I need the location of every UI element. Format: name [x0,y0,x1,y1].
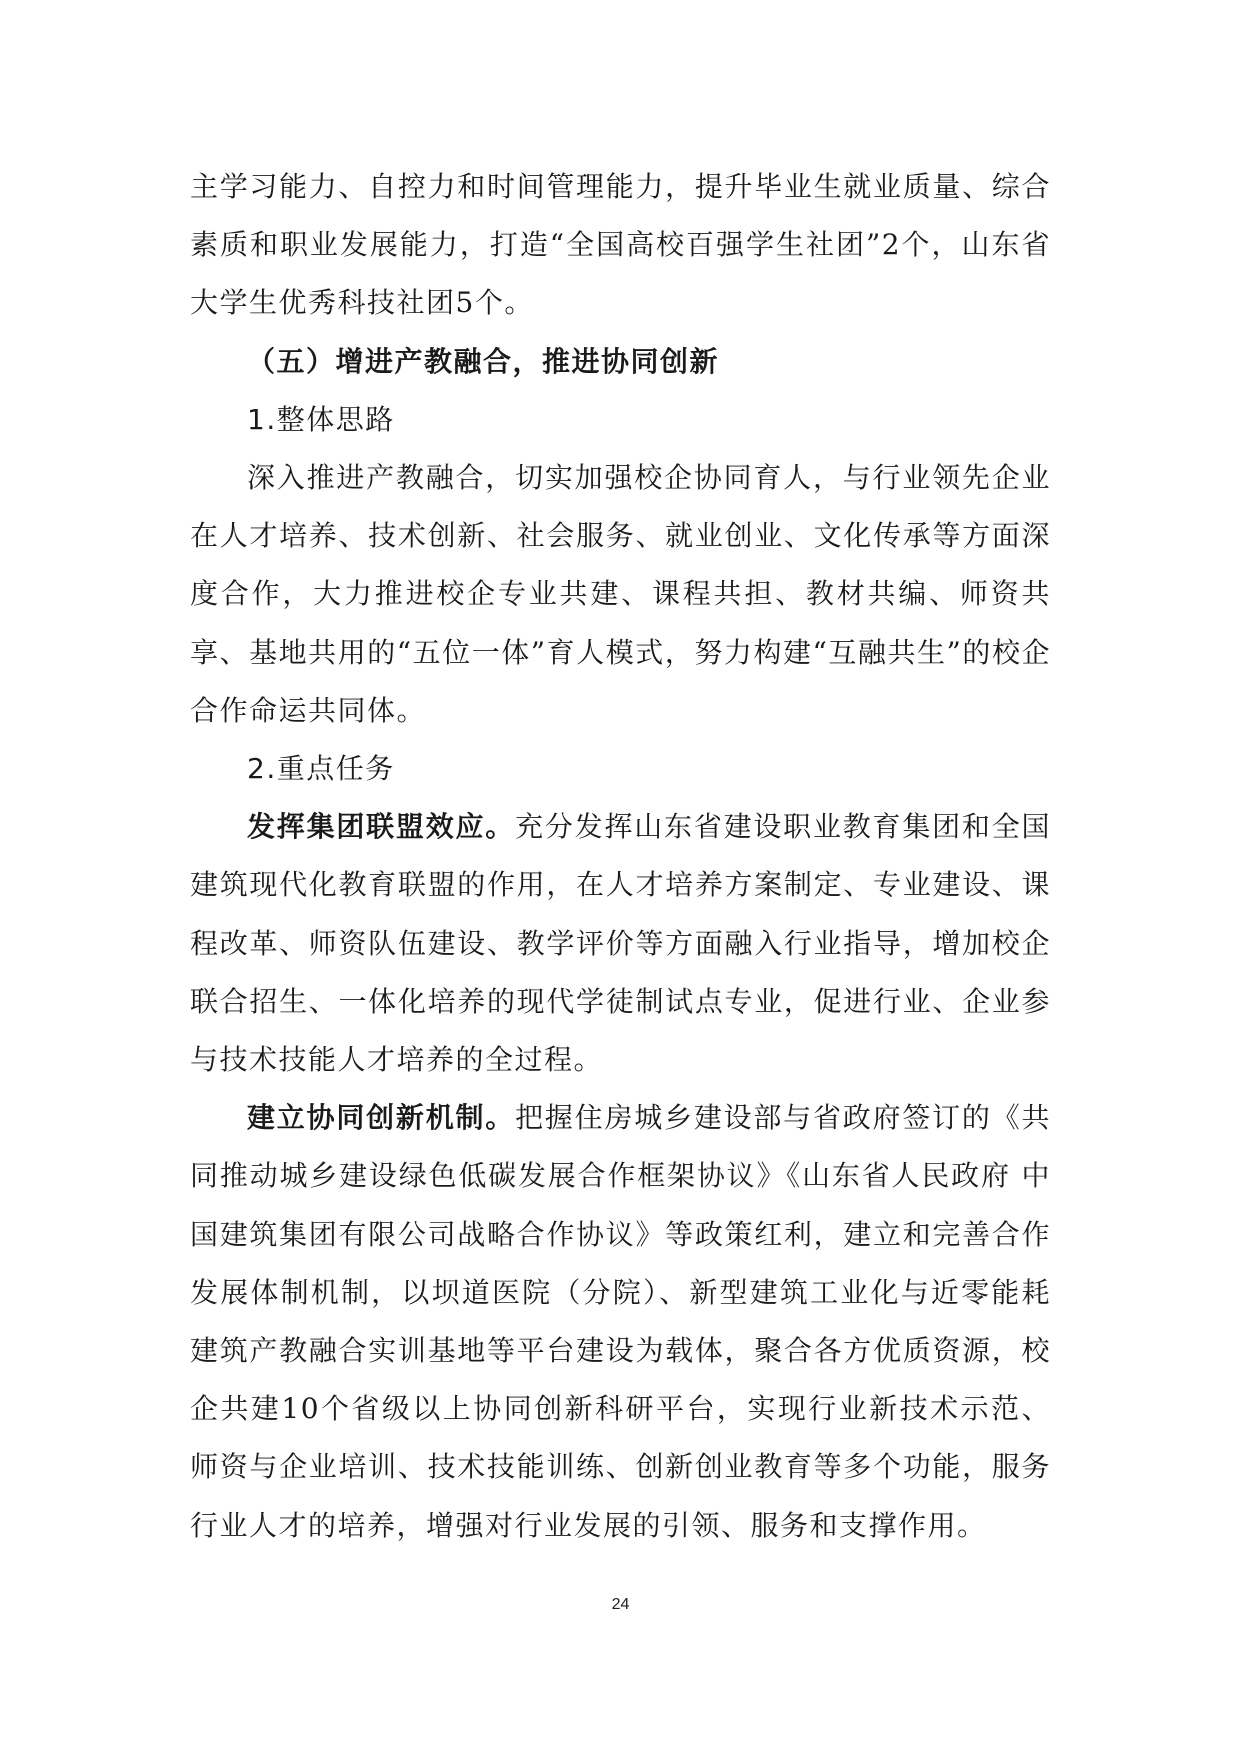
task-2-title: 建立协同创新机制。 [247,1101,516,1135]
page-number: 24 [611,1596,630,1613]
section-heading: （五）增进产教融合，推进协同创新 [247,344,720,378]
subsection-heading-1: 1.整体思路 [247,402,395,436]
document-body [190,158,1051,1555]
task-1-title: 发挥集团联盟效应。 [247,810,516,844]
body-paragraph-1: 深入推进产教融合，切实加强校企协同育人，与行业领先企业在人才培养、技术创新、社会服务、就业创业、文化传承等方面深度合作，大力推进校企专业共建、课程共担、教材共编、师资共享、基地共用的“五位一体”育人模式，努力构建“互融共生”的校企合作命运共同体。 [190,461,1051,727]
task-paragraph-1 [190,798,1051,1089]
task-1-body: 充分发挥山东省建设职业教育集团和全国建筑现代化教育联盟的作用，在人才培养方案制定、专业建设、课程改革、师资队伍建设、教学评价等方面融入行业指导，增加校企联合招生、一体化培养的现代学徒制试点专业，促进行业、企业参与技术技能人才培养的全过程。 [190,810,1051,1077]
task-2-body: 把握住房城乡建设部与省政府签订的《共同推动城乡建设绿色低碳发展合作框架协议》《山东省人民政府 中国建筑集团有限公司战略合作协议》等政策红利，建立和完善合作发展体制机制，以坝道医院（分院）、新型建筑工业化与近零能耗建筑产教融合实训基地等平台建设为载体，聚合各方优质资源，校企共建10个省级以上协同创新科研平台，实现行业新技术示范、师资与企业培训、技术技能训练、创新创业教育等多个功能，服务行业人才的培养，增强对行业发展的引领、服务和支撑作用。 [190,1101,1051,1542]
continuation-paragraph: 主学习能力、自控力和时间管理能力，提升毕业生就业质量、综合素质和职业发展能力，打造“全国高校百强学生社团”2个，山东省大学生优秀科技社团5个。 [190,170,1051,320]
task-paragraph-2 [190,1089,1051,1555]
subsection-heading-2: 2.重点任务 [247,752,395,786]
